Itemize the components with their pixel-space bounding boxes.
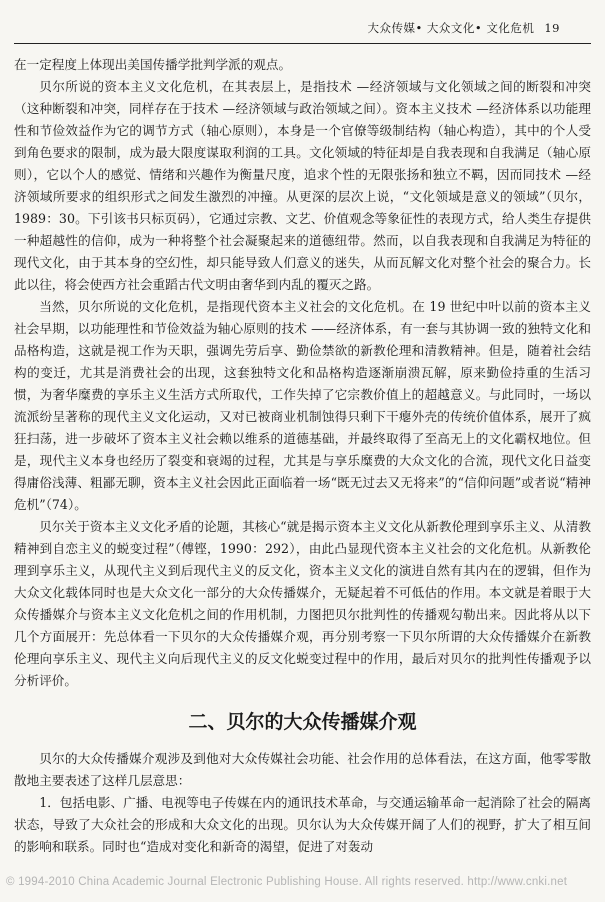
running-title: 大众传媒• 大众文化• 文化危机 bbox=[367, 21, 535, 35]
header-rule bbox=[14, 43, 591, 44]
paragraph: 贝尔的大众传播媒介观涉及到他对大众传媒社会功能、社会作用的总体看法，在这方面，他零零散散地主要表述了这样几层意思： bbox=[14, 751, 591, 788]
paragraph: 贝尔关于资本主义文化矛盾的论题，其核心“就是揭示资本主义文化从新教伦理到享乐主义、从清教精神到自恋主义的蜕变过程”（傅铿，1990：292），由此凸显现代资本主义社会的文化危机。从新教伦理到享乐主义，从现代主义到后现代主义的反文化，资本主义文化的演进自然有其内在的逻辑，但作为大众文化载体同时也是大众文化一部分的大众传播媒介，无疑起着不可低估的作用。本文就是着眼于大众传播媒介与资本主义文化危机之间的作用机制，力图把贝尔批判性的传播观勾勒出来。因此将从以下几个方面展开：先总体看一下贝尔的大众传播媒介观，再分别考察一下贝尔所谓的大众传播媒介在新教伦理向享乐主义、现代主义向后现代主义的反文化蜕变过程中的作用，最后对贝尔的批判性传播观予以分析评价。 bbox=[14, 519, 591, 688]
paragraph-continuation: 在一定程度上体现出美国传播学批判学派的观点。 bbox=[14, 57, 292, 72]
paragraph: 贝尔所说的资本主义文化危机，在其表层上，是指技术 —经济领域与文化领域之间的断裂和冲突（这种断裂和冲突，同样存在于技术 —经济领域与政治领域之间）。资本主义技术 —经济体系以功能理性和节俭效益作为它的调节方式（轴心原则），本身是一个官僚等级制结构（轴心构造），其中的个人受到角色要求的限制，成为最大限度谋取利润的工具。文化领域的特征却是自我表现和自我满足（轴心原则），它以个人的感觉、情绪和兴趣作为衡量尺度，追求个性的无限张扬和独立不羁，因而同技术 —经济领域所要求的组织形式之间发生激烈的冲撞。从更深的层次上说，“文化领域是意义的领域”（贝尔，1989：30。下引该书只标页码），它通过宗教、文艺、价值观念等象征性的表现方式，给人类生存提供一种超越性的信仰，成为一种将整个社会凝聚起来的道德纽带。然而，以自我表现和自我满足为特征的现代文化，由于其本身的空幻性，却只能导致人们意义的迷失，从而瓦解文化对整个社会的聚合力。长此以往，将会使西方社会重蹈古代文明由奢华到内乱的覆灭之路。 bbox=[14, 79, 591, 292]
paragraph: 1．包括电影、广播、电视等电子传媒在内的通讯技术革命，与交通运输革命一起消除了社会的隔离状态，导致了大众社会的形成和大众文化的出现。贝尔认为大众传媒开阔了人们的视野，扩大了相互间的影响和联系。同时也“造成对变化和新奇的渴望，促进了对轰动 bbox=[14, 795, 591, 854]
paragraph: 当然，贝尔所说的文化危机，是指现代资本主义社会的文化危机。在 19 世纪中叶以前的资本主义社会早期，以功能理性和节俭效益为轴心原则的技术 ——经济体系，有一套与其协调一致的独特文化和品格构造，这就是视工作为天职，强调先劳后享、勤俭禁欲的新教伦理和清教精神。但是，随着社会结构的变迁，尤其是消费社会的出现，这套独特文化和品格构造逐渐崩溃瓦解，原来勤俭持重的生活习惯，为奢华糜费的享乐主义生活方式所取代，工作失掉了它宗教价值上的超越意义。与此同时，一场以流派纷呈著称的现代主义文化运动，又对已被商业机制蚀得只剩下干瘪外壳的传统价值体系，展开了疯狂扫荡，进一步破坏了资本主义社会赖以维系的道德基础，并最终取得了至高无上的文化霸权地位。但是，现代主义本身也经历了裂变和衰竭的过程，尤其是与享乐糜费的大众文化的合流，现代文化日益变得庸俗浅薄、粗鄙无聊，资本主义社会因此正面临着一场“既无过去又无将来”的“信仰问题”或者说“精神危机”（74）。 bbox=[14, 299, 591, 512]
copyright-watermark: © 1994-2010 China Academic Journal Electronic Publishing House. All rights reserved. http://www.cnki.net bbox=[6, 876, 568, 888]
page-number: 19 bbox=[544, 21, 560, 35]
article-body bbox=[14, 54, 591, 858]
running-header bbox=[367, 20, 560, 36]
section-heading: 二、贝尔的大众传播媒介观 bbox=[188, 711, 417, 733]
